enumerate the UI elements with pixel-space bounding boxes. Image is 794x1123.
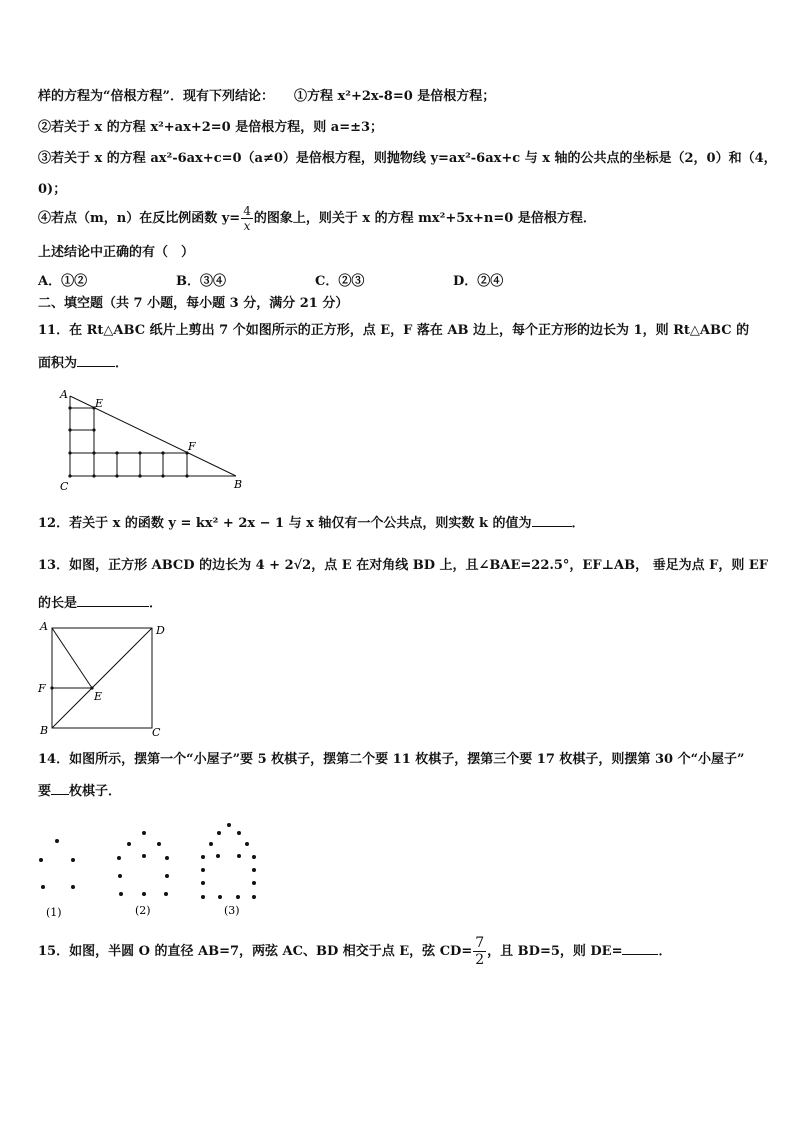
q15-prompt-2: ，且 BD=5，则 DE= xyxy=(487,944,623,959)
q14-pre: 要 xyxy=(38,784,52,799)
conclusion-4 xyxy=(38,204,596,233)
answer-blank xyxy=(77,594,149,607)
q11-area-label: 面积为 xyxy=(38,356,78,371)
q15-text xyxy=(38,934,672,970)
fraction-7-over-2 xyxy=(473,935,486,968)
label-e: E xyxy=(94,690,103,703)
label-d: D xyxy=(156,624,165,637)
caption-3: (3) xyxy=(224,904,240,917)
answer-blank xyxy=(51,782,69,795)
q13-figure xyxy=(34,618,174,740)
label-f: F xyxy=(38,682,46,695)
intro-text: 样的方程为“倍根方程”．现有下列结论： xyxy=(38,89,274,104)
conclusion-1: ①方程 x²+2x-8=0 是倍根方程； xyxy=(293,89,496,104)
label-c: C xyxy=(152,726,161,739)
q12-end: ． xyxy=(571,516,585,531)
conclusion-3-cont: 0)； xyxy=(38,182,67,197)
q13-length-label: 的长是 xyxy=(38,596,78,611)
conclusion-4-text-a: ④若点（m，n）在反比例函数 y= xyxy=(38,211,241,226)
label-a: A xyxy=(40,620,48,633)
q14-figure xyxy=(28,810,278,925)
option-b: B．③④ xyxy=(176,274,226,289)
fraction-4-over-x xyxy=(241,204,253,233)
q15-prompt: 15．如图，半圆 O 的直径 AB=7，两弦 AC、BD 相交于点 E，弦 CD= xyxy=(38,944,473,959)
q12-prompt: 12．若关于 x 的函数 y = kx² + 2x − 1 与 x 轴仅有一个公共点，则实数 k 的值为 xyxy=(38,516,532,531)
option-a: A．①② xyxy=(38,274,88,289)
caption-2: (2) xyxy=(135,904,151,917)
q11-end: ． xyxy=(115,356,129,371)
q13-text-2 xyxy=(38,594,162,613)
label-b: B xyxy=(40,724,49,737)
q11-text: 11．在 Rt△ABC 纸片上剪出 7 个如图所示的正方形，点 E，F 落在 AB 边上，每个正方形的边长为 1，则 Rt△ABC 的 xyxy=(38,323,750,338)
answer-blank xyxy=(622,942,658,955)
label-a: A xyxy=(60,388,68,401)
q12-text xyxy=(38,514,585,533)
intro-line-1 xyxy=(38,88,495,106)
fraction-numerator: 4 xyxy=(243,204,251,218)
q13-text: 13．如图，正方形 ABCD 的边长为 4 + 2√2，点 E 在对角线 BD 上，且∠BAE=22.5°，EF⊥AB， 垂足为点 F，则 EF xyxy=(38,558,769,573)
fraction-numerator: 7 xyxy=(475,935,485,951)
option-d: D．②④ xyxy=(453,274,504,289)
q13-end: ． xyxy=(149,596,163,611)
q14-post: 枚棋子． xyxy=(69,784,122,799)
conclusion-4-text-b: 的图象上，则关于 x 的方程 mx²+5x+n=0 是倍根方程． xyxy=(253,211,596,226)
answer-blank xyxy=(77,354,115,367)
answer-blank xyxy=(532,514,572,527)
label-b: B xyxy=(234,478,243,491)
q14-text-2 xyxy=(38,782,121,801)
caption-1: (1) xyxy=(46,906,62,919)
section-heading: 二、填空题（共 7 小题，每小题 3 分，满分 21 分） xyxy=(38,296,349,311)
label-c: C xyxy=(60,480,69,493)
conclusion-2: ②若关于 x 的方程 x²+ax+2=0 是倍根方程，则 a=±3； xyxy=(38,120,384,135)
q14-text: 14．如图所示，摆第一个“小屋子”要 5 枚棋子，摆第二个要 11 枚棋子，摆第三个要 17 枚棋子，则摆第 30 个“小屋子” xyxy=(38,752,745,767)
question-prompt: 上述结论中正确的有（ ） xyxy=(38,245,195,260)
q11-figure xyxy=(50,384,250,494)
conclusion-3: ③若关于 x 的方程 ax²-6ax+c=0（a≠0）是倍根方程，则抛物线 y=ax²-6ax+c 与 x 轴的公共点的坐标是（2，0）和（4， xyxy=(38,151,777,166)
fraction-denominator: 2 xyxy=(475,952,485,968)
q15-end: ． xyxy=(658,944,672,959)
label-f: F xyxy=(188,440,196,453)
q11-text-2 xyxy=(38,354,128,373)
option-c: C．②③ xyxy=(315,274,365,289)
label-e: E xyxy=(95,397,104,410)
fraction-denominator: x xyxy=(243,219,251,233)
